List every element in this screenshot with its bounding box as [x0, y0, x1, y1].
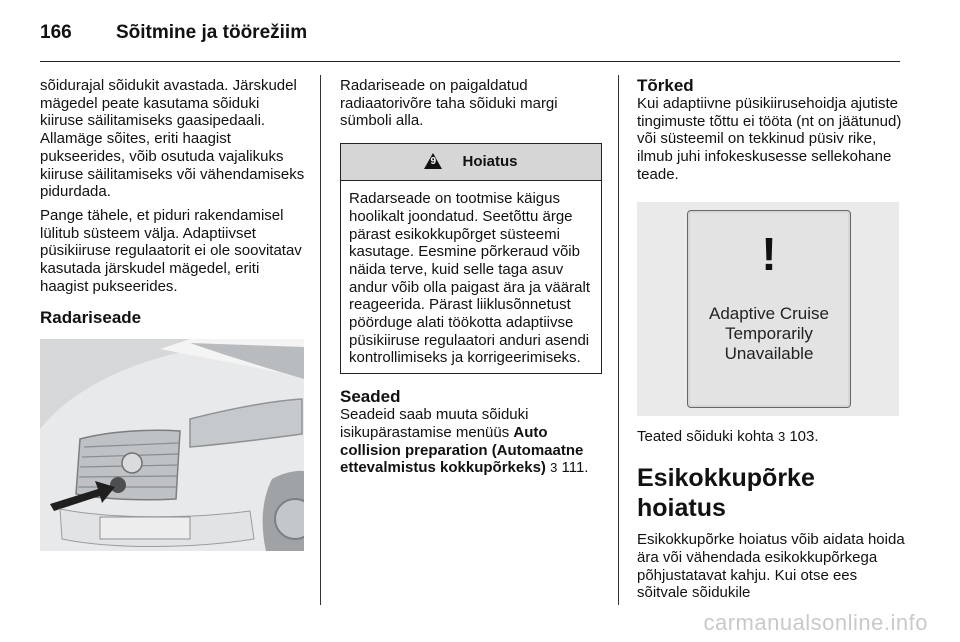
info-message-card — [687, 210, 851, 408]
menu-item-name: Auto collision preparation (Automaatne ettevalmistus kokkupõrkeks) — [340, 423, 584, 477]
car-illustration — [40, 339, 304, 551]
column-1 — [40, 77, 306, 551]
paragraph: Pange tähele, et piduri rakendamisel lülitub süsteem välja. Adaptiivset püsikiiruse regulaatorit ei ole soovitatav kasutada järskudel mägedel, eriti haagist pukseerides. — [40, 206, 302, 295]
warning-triangle-icon: 9 — [424, 153, 442, 169]
page-header — [40, 22, 307, 52]
column-3 — [637, 77, 905, 608]
paragraph: Esikokkupõrke hoiatus võib aidata hoida ära või vähendada esikokkupõrkega põhjustatavat kahju. Kui otse ees sõitvale sõidukile — [637, 531, 905, 602]
warning-header — [341, 144, 601, 181]
page-ref-icon: 3 — [550, 460, 558, 476]
message-text: Adaptive Cruise Temporarily Unavailable — [708, 303, 829, 363]
warning-box — [340, 143, 602, 374]
paragraph: Radariseade on paigaldatud radiaatorivõre taha sõiduki margi sümboli alla. — [340, 77, 558, 130]
page-ref-number: 103. — [785, 427, 819, 445]
page-number: 166 — [40, 22, 72, 43]
paragraph: Kui adaptiivne püsikiirusehoidja ajutiste tingimuste tõttu ei tööta (nt on jäätunud) või süsteemil on tekkinud püsiv rike, ilmub juhi infokeskusesse sellekohane teade. — [637, 95, 902, 183]
page-title: Sõitmine ja töörežiim — [116, 22, 308, 43]
exclamation-icon: ! — [761, 227, 777, 280]
watermark: carmanualsonline.info — [703, 610, 928, 635]
column-2 — [340, 77, 602, 483]
column-divider-1 — [320, 75, 321, 605]
section-heading-radar: Radariseade — [40, 308, 142, 328]
paragraph: sõidurajal sõidukit avastada. Järskudel mägedel peate kasutama sõiduki kiiruse säilitamiseks gaasipedaali. Allamäge sõites, eriti haagist pukseerides, võib osutuda vajalikuks kiiruse säilitamiseks või vähendamiseks pidurdada. — [40, 77, 305, 201]
car-front-radar-image — [40, 339, 304, 551]
section-heading-faults: Tõrked — [637, 76, 694, 95]
driver-info-display-image — [637, 202, 899, 416]
paragraph-settings: Seadeid saab muuta sõiduki isikupärastamise menüüs Auto collision preparation (Automaatne ettevalmistus kokkupõrkeks) 3 111. — [340, 406, 589, 477]
warning-body: Radarseade on tootmise käigus hoolikalt joondatud. Seetõttu ärge pärast esikokkupõrget süsteemi kasutage. Eesmine põrkeraud võib näida terve, kuid selle taga asuv andur võib olla paigast ära ja vääralt reageerida. Pärast liiklusõnnetust pöörduge alati töökotta adaptiivse püsikiiruse regulaatori anduri asendi kontrollimiseks ja korrigeerimiseks. — [349, 190, 590, 367]
warning-title: Hoiatus — [462, 153, 518, 171]
page-ref-icon: 3 — [777, 428, 786, 444]
header-divider — [40, 61, 900, 62]
section-heading-settings: Seaded — [340, 387, 401, 407]
page-ref-number: 111. — [557, 459, 589, 477]
column-divider-2 — [618, 75, 619, 605]
paragraph-messages-ref: Teated sõiduki kohta 3 103. — [637, 427, 819, 445]
section-heading-forward-collision: Esikokkupõrke hoiatus — [637, 464, 815, 523]
